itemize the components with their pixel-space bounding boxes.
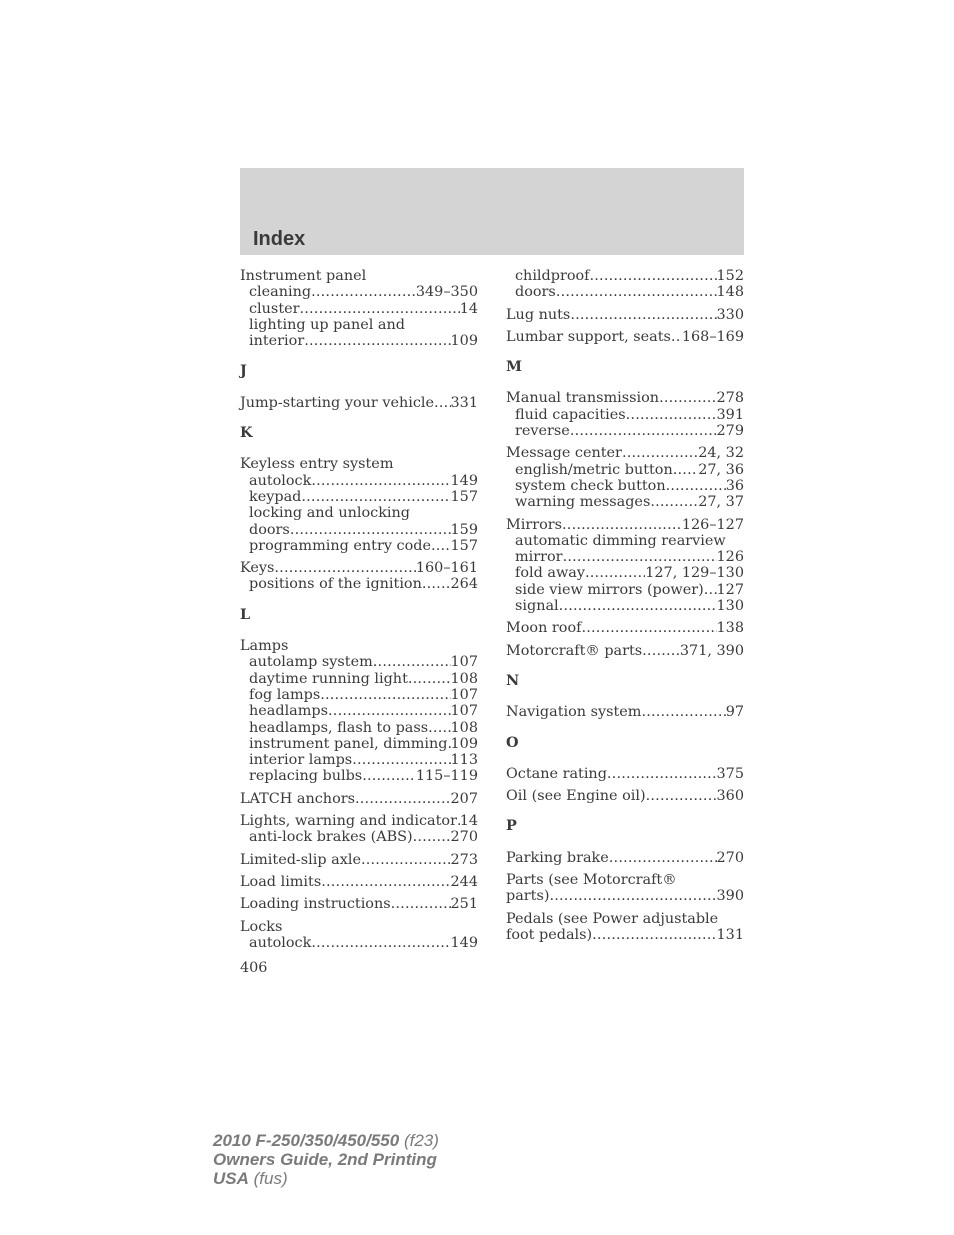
entry-text: Lug nuts bbox=[506, 306, 571, 323]
index-letter-heading: P bbox=[506, 817, 517, 835]
index-entry bbox=[506, 620, 744, 636]
page-reference: 131 bbox=[716, 926, 744, 943]
entry-text: replacing bulbs bbox=[249, 768, 363, 785]
dot-leader bbox=[704, 582, 717, 598]
dot-leader bbox=[590, 268, 717, 284]
page-reference: 24, 32 bbox=[698, 445, 744, 462]
page-reference: 127, 129–130 bbox=[645, 565, 744, 582]
dot-leader bbox=[328, 703, 451, 719]
index-term bbox=[506, 517, 744, 533]
dot-leader bbox=[362, 768, 416, 784]
entry-text: interior bbox=[249, 333, 305, 350]
index-entry bbox=[506, 911, 744, 944]
page-reference: 126 bbox=[716, 549, 744, 566]
entry-text: Lamps bbox=[240, 638, 289, 655]
entry-text: side view mirrors (power) bbox=[515, 581, 704, 598]
index-subentry bbox=[240, 720, 478, 736]
index-entry bbox=[506, 390, 744, 439]
entry-text: english/metric button bbox=[515, 461, 673, 478]
index-subentry bbox=[240, 301, 478, 317]
index-term bbox=[506, 927, 744, 943]
index-term bbox=[240, 638, 478, 654]
index-subentry bbox=[240, 829, 478, 845]
page-reference: 14 bbox=[459, 300, 478, 317]
dot-leader bbox=[311, 473, 450, 489]
index-entry bbox=[506, 329, 744, 345]
index-subentry bbox=[240, 671, 478, 687]
section-header bbox=[240, 168, 744, 255]
dot-leader bbox=[570, 307, 716, 323]
index-entry bbox=[240, 395, 478, 411]
index-entry bbox=[240, 896, 478, 912]
entry-text: Pedals (see Power adjustable bbox=[506, 910, 719, 927]
footer-model: 2010 F-250/350/450/550 bbox=[213, 1131, 400, 1150]
index-term bbox=[240, 896, 478, 912]
entry-text: system check button bbox=[515, 477, 666, 494]
dot-leader bbox=[290, 522, 451, 538]
index-subentry bbox=[240, 736, 478, 752]
dot-leader bbox=[361, 852, 451, 868]
dot-leader bbox=[562, 517, 682, 533]
dot-leader bbox=[659, 390, 716, 406]
index-subentry bbox=[240, 654, 478, 670]
index-term bbox=[506, 445, 744, 461]
index-entry bbox=[506, 766, 744, 782]
page-reference: 109 bbox=[450, 333, 478, 350]
entry-text: automatic dimming rearview bbox=[515, 532, 726, 549]
dot-leader bbox=[622, 445, 698, 461]
dot-leader bbox=[428, 720, 450, 736]
page-reference: 126–127 bbox=[681, 516, 744, 533]
index-letter-heading: J bbox=[240, 362, 247, 380]
page-reference: 109 bbox=[450, 735, 478, 752]
page-reference: 138 bbox=[716, 620, 744, 637]
entry-text: programming entry code bbox=[249, 537, 431, 554]
index-entry bbox=[506, 788, 744, 804]
page-reference: 278 bbox=[716, 390, 744, 407]
index-entry bbox=[506, 872, 744, 905]
entry-text: Octane rating bbox=[506, 765, 607, 782]
section-title: Index bbox=[253, 228, 306, 250]
index-term bbox=[240, 395, 478, 411]
dot-leader bbox=[355, 791, 451, 807]
page-reference: 27, 37 bbox=[698, 494, 744, 511]
index-subentry bbox=[506, 494, 744, 510]
entry-text: Mirrors bbox=[506, 516, 563, 533]
entry-text: Manual transmission bbox=[506, 390, 660, 407]
dot-leader bbox=[408, 671, 451, 687]
page-reference: 148 bbox=[716, 284, 744, 301]
entry-text: doors bbox=[249, 521, 290, 538]
index-subentry bbox=[506, 462, 744, 478]
page-reference: 107 bbox=[450, 686, 478, 703]
page-reference: 251 bbox=[450, 896, 478, 913]
page-reference: 108 bbox=[450, 670, 478, 687]
index-entry bbox=[240, 560, 478, 593]
dot-leader bbox=[434, 395, 450, 411]
page-reference: 160–161 bbox=[415, 560, 478, 577]
entry-text: autolock bbox=[249, 934, 312, 951]
dot-leader bbox=[320, 687, 450, 703]
index-term bbox=[240, 813, 478, 829]
index-term bbox=[240, 852, 478, 868]
dot-leader bbox=[563, 549, 717, 565]
index-term bbox=[506, 872, 744, 888]
page-reference: 27, 36 bbox=[698, 461, 744, 478]
index-entry bbox=[506, 704, 744, 720]
entry-text: lighting up panel and bbox=[249, 316, 405, 333]
index-term bbox=[240, 874, 478, 890]
entry-text: keypad bbox=[249, 488, 302, 505]
index-subentry bbox=[240, 505, 478, 521]
entry-text: daytime running light bbox=[249, 670, 408, 687]
index-term bbox=[240, 456, 478, 472]
entry-text: Motorcraft® parts bbox=[506, 642, 643, 659]
index-subentry bbox=[240, 333, 478, 349]
entry-text: Locks bbox=[240, 918, 283, 935]
index-subentry bbox=[240, 489, 478, 505]
dot-leader bbox=[642, 643, 680, 659]
entry-text: signal bbox=[515, 598, 559, 615]
index-term bbox=[506, 390, 744, 406]
page-reference: 360 bbox=[716, 788, 744, 805]
index-term bbox=[506, 643, 744, 659]
index-term bbox=[506, 307, 744, 323]
index-subentry bbox=[506, 423, 744, 439]
entry-text: Instrument panel bbox=[240, 268, 367, 284]
index-entry bbox=[240, 791, 478, 807]
page-reference: 371, 390 bbox=[679, 642, 744, 659]
page-reference: 270 bbox=[716, 849, 744, 866]
entry-text: instrument panel, dimming bbox=[249, 735, 448, 752]
page-reference: 115–119 bbox=[415, 768, 478, 785]
index-term bbox=[240, 560, 478, 576]
dot-leader bbox=[391, 896, 451, 912]
index-term bbox=[506, 850, 744, 866]
page-reference: 152 bbox=[716, 268, 744, 284]
page-reference: 113 bbox=[450, 752, 478, 769]
entry-text: anti-lock brakes (ABS) bbox=[249, 829, 413, 846]
dot-leader bbox=[422, 576, 451, 592]
entry-text: headlamps, flash to pass bbox=[249, 719, 429, 736]
page-reference: 107 bbox=[450, 654, 478, 671]
entry-text: cluster bbox=[249, 300, 300, 317]
index-subentry bbox=[240, 935, 478, 951]
entry-text: Jump-starting your vehicle bbox=[240, 394, 435, 411]
page-reference: 279 bbox=[716, 423, 744, 440]
index-column-left bbox=[240, 268, 478, 957]
entry-text: cleaning bbox=[249, 284, 312, 301]
index-entry bbox=[240, 268, 478, 349]
dot-leader bbox=[431, 538, 451, 554]
entry-text: locking and unlocking bbox=[249, 505, 411, 522]
footer-line-1 bbox=[213, 1131, 439, 1150]
index-entry bbox=[506, 850, 744, 866]
index-subentry bbox=[506, 565, 744, 581]
entry-text: Lumbar support, seats bbox=[506, 328, 671, 345]
entry-text: headlamps bbox=[249, 703, 329, 720]
index-subentry bbox=[240, 687, 478, 703]
document-footer bbox=[213, 1131, 439, 1188]
dot-leader bbox=[549, 888, 716, 904]
index-subentry bbox=[240, 576, 478, 592]
page-reference: 391 bbox=[716, 406, 744, 423]
dot-leader bbox=[413, 829, 451, 845]
dot-leader bbox=[607, 766, 717, 782]
index-term bbox=[240, 791, 478, 807]
dot-leader bbox=[671, 329, 682, 345]
entry-text: warning messages bbox=[515, 494, 651, 511]
page-reference: 273 bbox=[450, 851, 478, 868]
entry-text: LATCH anchors bbox=[240, 790, 355, 807]
index-subentry bbox=[506, 549, 744, 565]
index-column-right bbox=[506, 268, 744, 949]
dot-leader bbox=[311, 935, 450, 951]
page-reference: 375 bbox=[716, 765, 744, 782]
entry-text: fold away bbox=[515, 565, 585, 582]
page-reference: 390 bbox=[716, 888, 744, 905]
page-reference: 244 bbox=[450, 873, 478, 890]
page-reference: 149 bbox=[450, 934, 478, 951]
dot-leader bbox=[609, 850, 717, 866]
entry-text: Loading instructions bbox=[240, 896, 391, 913]
index-subentry bbox=[506, 268, 744, 284]
entry-text: Keys bbox=[240, 560, 275, 577]
dot-leader bbox=[570, 423, 717, 439]
page-reference: 107 bbox=[450, 703, 478, 720]
index-term bbox=[506, 329, 744, 345]
entry-text: Oil (see Engine oil) bbox=[506, 788, 646, 805]
entry-text: fluid capacities bbox=[515, 406, 626, 423]
page-reference: 270 bbox=[450, 829, 478, 846]
index-subentry bbox=[506, 582, 744, 598]
index-subentry bbox=[506, 407, 744, 423]
entry-text: Moon roof bbox=[506, 620, 582, 637]
page-reference: 330 bbox=[716, 306, 744, 323]
index-subentry bbox=[240, 284, 478, 300]
index-letter-heading: L bbox=[240, 605, 251, 623]
footer-market-code: (fus) bbox=[248, 1169, 288, 1188]
index-subentry bbox=[240, 703, 478, 719]
dot-leader bbox=[626, 407, 717, 423]
entry-text: Parts (see Motorcraft® bbox=[506, 872, 677, 889]
index-entry bbox=[240, 919, 478, 952]
index-letter-heading: M bbox=[506, 358, 522, 376]
entry-text: childproof bbox=[515, 268, 590, 284]
page-reference: 149 bbox=[450, 472, 478, 489]
index-term bbox=[506, 788, 744, 804]
index-entry bbox=[240, 638, 478, 785]
index-term bbox=[506, 620, 744, 636]
dot-leader bbox=[585, 565, 645, 581]
dot-leader bbox=[556, 284, 717, 300]
page-reference: 264 bbox=[450, 576, 478, 593]
index-subentry bbox=[240, 522, 478, 538]
index-subentry bbox=[240, 752, 478, 768]
dot-leader bbox=[300, 301, 460, 317]
index-term bbox=[506, 704, 744, 720]
index-entry bbox=[240, 874, 478, 890]
page-reference: 157 bbox=[450, 488, 478, 505]
entry-text: Lights, warning and indicator bbox=[240, 813, 457, 830]
dot-leader bbox=[301, 489, 450, 505]
page-reference: 130 bbox=[716, 598, 744, 615]
page-reference: 207 bbox=[450, 790, 478, 807]
dot-leader bbox=[592, 927, 716, 943]
page-reference: 331 bbox=[450, 394, 478, 411]
index-term bbox=[506, 888, 744, 904]
dot-leader bbox=[274, 560, 415, 576]
index-term bbox=[506, 911, 744, 927]
dot-leader bbox=[559, 598, 717, 614]
dot-leader bbox=[352, 752, 450, 768]
footer-model-code: (f23) bbox=[399, 1131, 439, 1150]
index-entry bbox=[506, 307, 744, 323]
dot-leader bbox=[581, 620, 716, 636]
entry-text: interior lamps bbox=[249, 752, 353, 769]
index-entry bbox=[506, 517, 744, 615]
dot-leader bbox=[373, 654, 451, 670]
index-entry bbox=[240, 852, 478, 868]
index-term bbox=[506, 766, 744, 782]
page-reference: 108 bbox=[450, 719, 478, 736]
page-reference: 97 bbox=[725, 704, 744, 721]
page-reference: 159 bbox=[450, 521, 478, 538]
index-entry bbox=[506, 445, 744, 510]
index-subentry bbox=[240, 538, 478, 554]
page-reference: 127 bbox=[716, 581, 744, 598]
index-subentry bbox=[240, 768, 478, 784]
entry-text: foot pedals) bbox=[506, 926, 593, 943]
entry-text: autolamp system bbox=[249, 654, 373, 671]
index-letter-heading: N bbox=[506, 671, 520, 689]
entry-text: positions of the ignition bbox=[249, 576, 422, 593]
page-reference: 349–350 bbox=[415, 284, 478, 301]
dot-leader bbox=[646, 788, 717, 804]
footer-market: USA bbox=[213, 1169, 249, 1188]
entry-text: Parking brake bbox=[506, 849, 609, 866]
index-entry bbox=[506, 643, 744, 659]
page-reference: 14 bbox=[459, 813, 478, 830]
entry-text: mirror bbox=[515, 549, 563, 566]
index-subentry bbox=[506, 598, 744, 614]
entry-text: autolock bbox=[249, 472, 312, 489]
index-letter-heading: K bbox=[240, 424, 253, 442]
index-entry bbox=[506, 268, 744, 301]
entry-text: fog lamps bbox=[249, 686, 321, 703]
dot-leader bbox=[650, 494, 698, 510]
entry-text: Keyless entry system bbox=[240, 456, 394, 473]
index-term bbox=[240, 268, 478, 284]
index-term bbox=[240, 919, 478, 935]
page-reference: 36 bbox=[725, 477, 744, 494]
page-reference: 157 bbox=[450, 537, 478, 554]
page-number: 406 bbox=[240, 960, 268, 976]
index-entry bbox=[240, 456, 478, 554]
index-subentry bbox=[506, 478, 744, 494]
index-subentry bbox=[506, 284, 744, 300]
entry-text: doors bbox=[515, 284, 556, 301]
entry-text: reverse bbox=[515, 423, 570, 440]
dot-leader bbox=[321, 874, 450, 890]
dot-leader bbox=[641, 704, 725, 720]
dot-leader bbox=[304, 333, 450, 349]
index-subentry bbox=[240, 317, 478, 333]
footer-line-2: Owners Guide, 2nd Printing bbox=[213, 1150, 437, 1169]
entry-text: parts) bbox=[506, 888, 550, 905]
index-entry bbox=[240, 813, 478, 846]
page-reference: 168–169 bbox=[681, 328, 744, 345]
dot-leader bbox=[673, 462, 698, 478]
index-letter-heading: O bbox=[506, 733, 519, 751]
entry-text: Message center bbox=[506, 445, 622, 462]
index-subentry bbox=[240, 473, 478, 489]
entry-text: Navigation system bbox=[506, 704, 642, 721]
dot-leader bbox=[666, 478, 726, 494]
entry-text: Limited-slip axle bbox=[240, 851, 361, 868]
entry-text: Load limits bbox=[240, 873, 322, 890]
dot-leader bbox=[311, 284, 416, 300]
index-subentry bbox=[506, 533, 744, 549]
footer-line-3 bbox=[213, 1169, 439, 1188]
